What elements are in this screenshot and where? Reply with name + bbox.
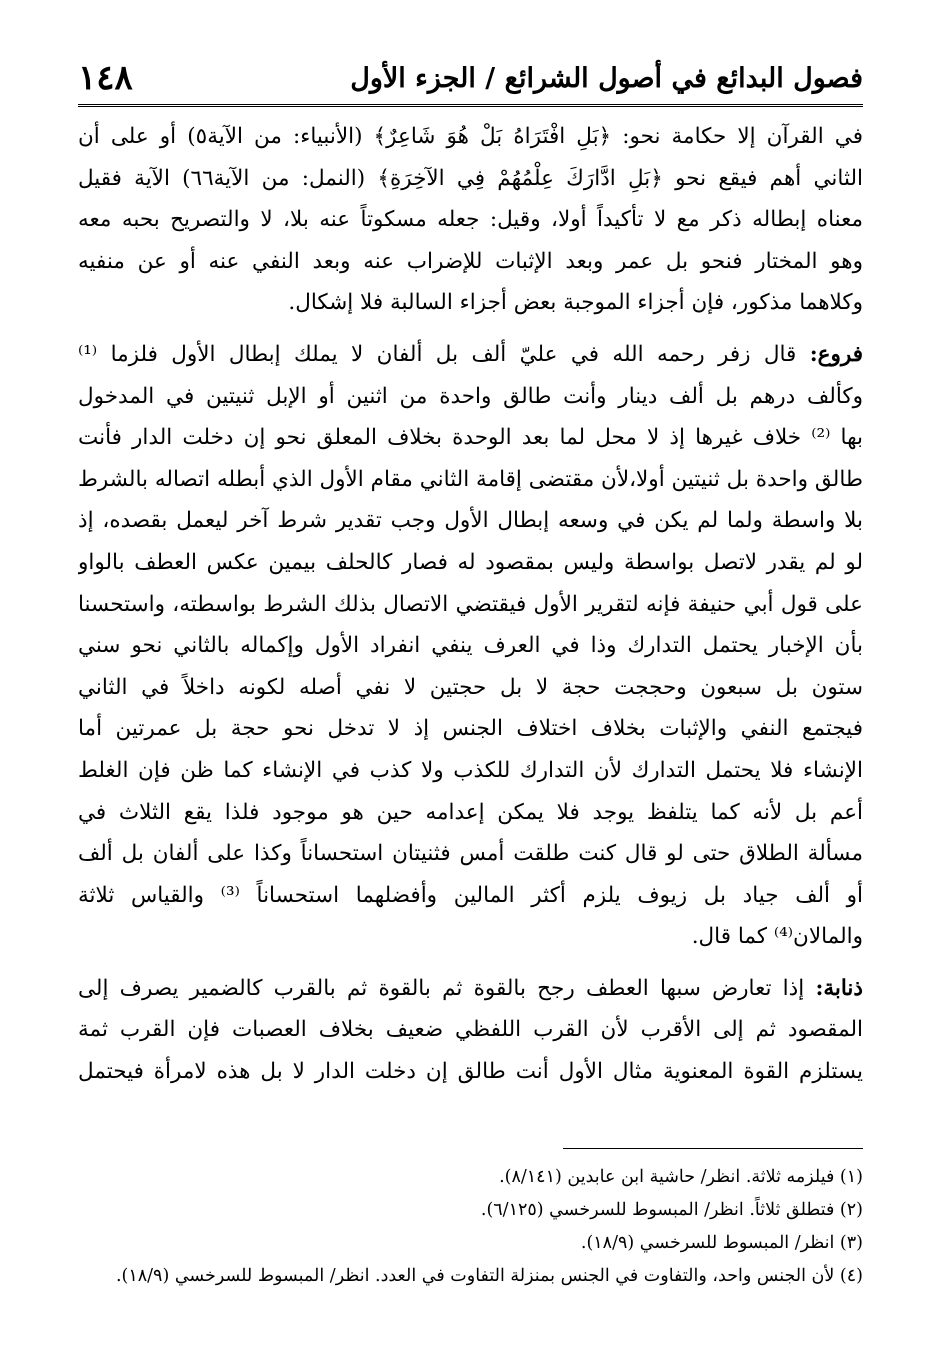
text-line: وهو المختار فنحو بل عمر وبعد الإثبات للإضراب عنه وبعد النفي عنه أو عن منفيه xyxy=(78,248,863,274)
text-line: لو لم يقدر لاتصل بواسطة وليس بمقصود له فصار كالحلف بيمين عكس العطف بالواو xyxy=(78,549,863,575)
footnote-divider xyxy=(563,1148,863,1161)
text-line xyxy=(78,334,863,376)
text-line: الإنشاء فلا يحتمل التدارك لأن التدارك للكذب ولا كذب في الإنشاء كما ظن فإن الغلط xyxy=(78,757,863,783)
page-number: ١٤٨ xyxy=(78,58,133,98)
text-line: في القرآن إلا حكامة نحو: ﴿بَلِ افْتَرَاهُ بَلْ هُوَ شَاعِرٌ﴾ (الأنبياء: من الآية٥) أو على أن xyxy=(78,124,863,149)
footnote: (٣) انظر/ المبسوط للسرخسي (١٨/٩). xyxy=(580,1233,863,1253)
footnote: (١) فيلزمه ثلاثة. انظر/ حاشية ابن عابدين (٨/١٤١). xyxy=(499,1167,863,1187)
footnote: (٢) فتطلق ثلاثاً. انظر/ المبسوط للسرخسي (٦/١٢٥). xyxy=(480,1200,863,1220)
text-line: بها ⁽²⁾ خلاف غيرها إذ لا محل لما بعد الوحدة بخلاف المعلق نحو إن دخلت الدار فأنت xyxy=(78,425,863,451)
text-line: معناه إبطاله ذكر مع لا تأكيداً أولا، وقيل: جعله مسكوتاً عنه بلا، لا والتصريح بحبه معه xyxy=(78,207,863,233)
text-line: طالق واحدة بل ثنيتين أولا،لأن مقتضى إقامة الثاني مقام الأول الذي أبطله اتصاله بالشرط xyxy=(78,466,863,492)
text-line: أو ألف جياد بل زيوف يلزم أكثر المالين وأفضلهما استحساناً ⁽³⁾ والقياس ثلاثة xyxy=(78,882,863,908)
line-text: قال زفر رحمه الله في عليّ ألف بل ألفان لا يملك إبطال الأول فلزما ⁽¹⁾ xyxy=(78,341,797,367)
text-line: فيجتمع النفي والإثبات بخلاف اختلاف الجنس إذ لا تدخل نحو حجة بل عمرتين أما xyxy=(78,716,863,742)
text-line: والمالان⁽⁴⁾ كما قال. xyxy=(691,924,863,950)
text-line: المقصود ثم إلى الأقرب لأن القرب اللفظي ضعيف بخلاف العصبات فإن القرب ثمة xyxy=(78,1017,863,1043)
text-line: أعم بل لأنه كما يتلفظ يوجد فلا يمكن إعدامه حين هو موجود فلذا يقع الثلاث في xyxy=(78,799,863,825)
footnote: (٤) لأن الجنس واحد، والتفاوت في الجنس بمنزلة التفاوت في العدد. انظر/ المبسوط للسرخسي (١٨/٩). xyxy=(115,1266,863,1286)
text-line: وكألف درهم بل ألف دينار وأنت طالق واحدة من اثنين أو الإبل ثنيتين في المدخول xyxy=(78,383,863,409)
line-text: إذا تعارض سبها العطف رجح بالقوة ثم بالقوة ثم بالقرب كالضمير يصرف إلى xyxy=(78,975,805,1001)
text-line: مسألة الطلاق حتى لو قال كنت طلقت أمس فثنيتان استحساناً وكذا على ألفان بل ألف xyxy=(78,841,863,867)
text-line: على قول أبي حنيفة فإنه لتقرير الأول فيقتضي الاتصال بذلك الشرط بواسطته، واستحسنا xyxy=(78,591,863,617)
book-title: فصول البدائع في أصول الشرائع / الجزء الأول xyxy=(350,62,863,94)
text-line: وكلاهما مذكور، فإن أجزاء الموجبة بعض أجزاء السالبة فلا إشكال. xyxy=(288,290,863,316)
text-line: بأن الإخبار يحتمل التدارك وذا في العرف ينفي انفراد الأول وإكماله بالثاني نحو سني xyxy=(78,633,863,659)
section-label: فروع: xyxy=(809,341,863,367)
section-label: ذنابة: xyxy=(815,975,863,1001)
running-header xyxy=(78,52,863,107)
text-line: يستلزم القوة المعنوية مثال الأول أنت طالق إن دخلت الدار لا بل هذه لامرأة فيحتمل xyxy=(78,1059,863,1085)
text-line: الثاني أهم فيقع نحو ﴿بَلِ ادَّارَكَ عِلْمُهُمْ فِي الآخِرَةِ﴾ (النمل: من الآية٦٦) الآية فقيل xyxy=(78,165,863,191)
text-line: بلا واسطة ولما لم يكن في وسعه إبطال الأول وجب تقدير شرط آخر ليعمل بقصده، إذ xyxy=(78,508,863,534)
text-line: ستون بل سبعون وحججت حجة لا بل حجتين لا نفي أصله لكونه داخلاً في الثاني xyxy=(78,674,863,700)
text-line xyxy=(78,968,863,1010)
main-text xyxy=(78,116,863,1093)
footnotes xyxy=(78,1148,863,1293)
